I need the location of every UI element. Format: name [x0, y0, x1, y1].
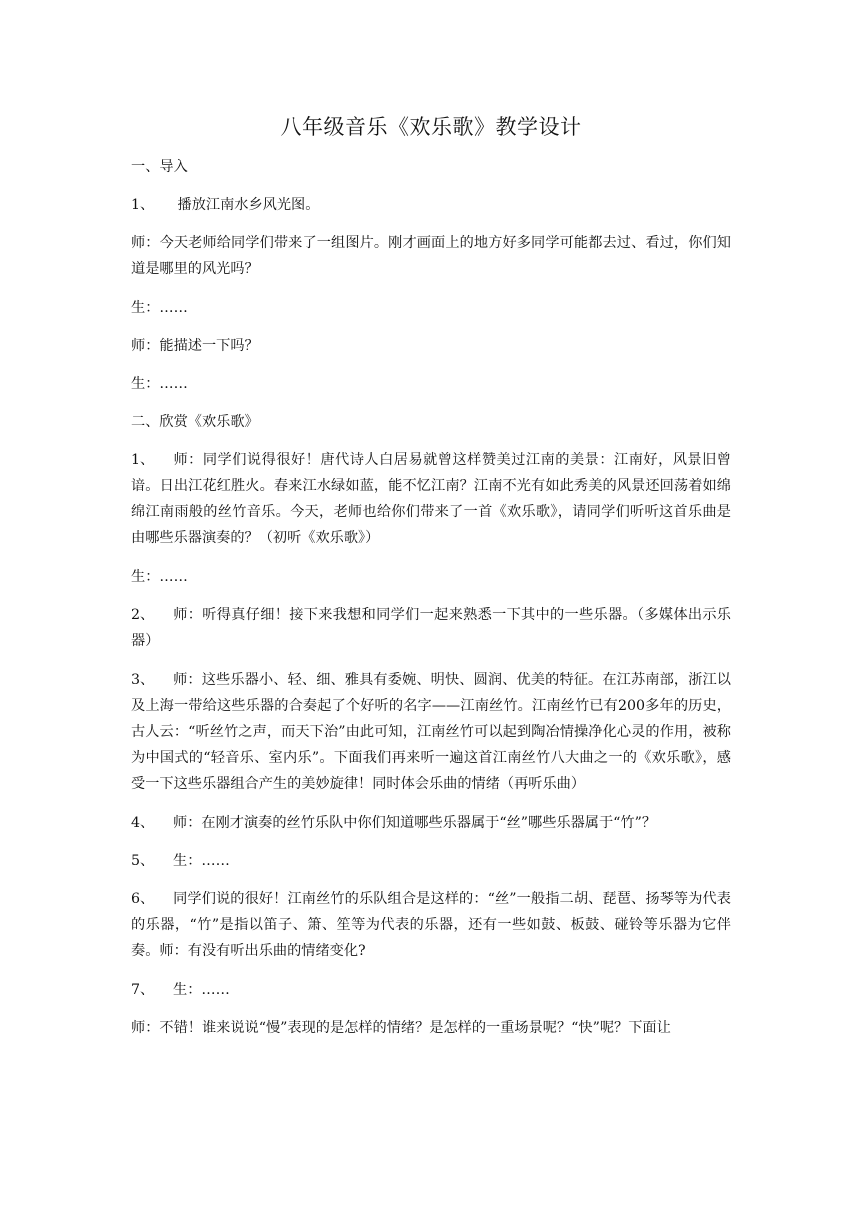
document-body	[131, 112, 731, 1053]
paragraph	[131, 371, 731, 397]
paragraph	[131, 295, 731, 321]
item-number: 1、	[131, 197, 155, 213]
paragraph-text: 生：……	[173, 853, 230, 869]
list-item	[131, 886, 731, 964]
item-number: 5、	[131, 853, 155, 869]
paragraph-text: 师：不错！谁来说说“慢”表现的是怎样的情绪？是怎样的一重场景呢？“快”呢？下面让	[131, 1020, 671, 1036]
paragraph	[131, 333, 731, 359]
item-number: 2、	[131, 607, 155, 623]
paragraph-text: 播放江南水乡风光图。	[173, 197, 320, 213]
paragraph-text: 师：今天老师给同学们带来了一组图片。刚才画面上的地方好多同学可能都去过、看过，你们知道是哪里的风光吗？	[131, 235, 731, 277]
list-item	[131, 848, 731, 874]
item-number: 3、	[131, 672, 155, 688]
list-item	[131, 977, 731, 1003]
paragraph-text: 同学们说的很好！江南丝竹的乐队组合是这样的：“丝”一般指二胡、琵琶、扬琴等为代表的乐器，“竹”是指以笛子、箫、笙等为代表的乐器，还有一些如鼓、板鼓、碰铃等乐器为它伴奏。师：有没有听出乐曲的情绪变化?	[131, 891, 731, 959]
paragraph-text: 师：听得真仔细！接下来我想和同学们一起来熟悉一下其中的一些乐器。（多媒体出示乐器）	[131, 607, 731, 649]
list-item	[131, 447, 731, 551]
paragraph	[131, 1015, 731, 1041]
document-title: 八年级音乐《欢乐歌》教学设计	[280, 115, 582, 139]
paragraph	[131, 230, 731, 282]
paragraph-text: 生：……	[131, 300, 188, 316]
paragraph-text: 师：这些乐器小、轻、细、雅具有委婉、明快、圆润、优美的特征。在江苏南部，浙江以及上海一带给这些乐器的合奏起了个好听的名字——江南丝竹。江南丝竹已有200多年的历史，古人云：“听丝竹之声，而天下治”由此可知，江南丝竹可以起到陶冶情操净化心灵的作用，被称为中国式的“轻音乐、室内乐”。下面我们再来听一遍这首江南丝竹八大曲之一的《欢乐歌》，感受一下这些乐器组合产生的美妙旋律！同时体会乐曲的情绪（再听乐曲）	[131, 672, 731, 792]
paragraph	[131, 564, 731, 590]
list-item	[131, 602, 731, 654]
paragraph-text: 师：在刚才演奏的丝竹乐队中你们知道哪些乐器属于“丝”哪些乐器属于“竹”？	[173, 815, 657, 831]
paragraph-text: 二、欣赏《欢乐歌》	[131, 414, 259, 430]
item-number: 4、	[131, 815, 155, 831]
paragraph-text: 师：能描述一下吗？	[131, 338, 259, 354]
paragraph-text: 生：……	[173, 982, 230, 998]
section-heading-intro	[131, 154, 731, 180]
item-number: 7、	[131, 982, 155, 998]
paragraph-text: 生：……	[131, 569, 188, 585]
list-item	[131, 192, 731, 218]
item-number: 1、	[131, 452, 155, 468]
paragraph-text: 一、导入	[131, 159, 188, 175]
list-item	[131, 810, 731, 836]
section-heading-appreciation	[131, 409, 731, 435]
list-item	[131, 667, 731, 797]
paragraph-text: 生：……	[131, 376, 188, 392]
item-number: 6、	[131, 891, 155, 907]
paragraph-text: 师：同学们说得很好！唐代诗人白居易就曾这样赞美过江南的美景：江南好，风景旧曾谙。日出江花红胜火。春来江水绿如蓝，能不忆江南？江南不光有如此秀美的风景还回荡着如绵绵江南雨般的丝竹音乐。今天，老师也给你们带来了一首《欢乐歌》，请同学们听听这首乐曲是由哪些乐器演奏的？（初听《欢乐歌》）	[131, 452, 731, 546]
